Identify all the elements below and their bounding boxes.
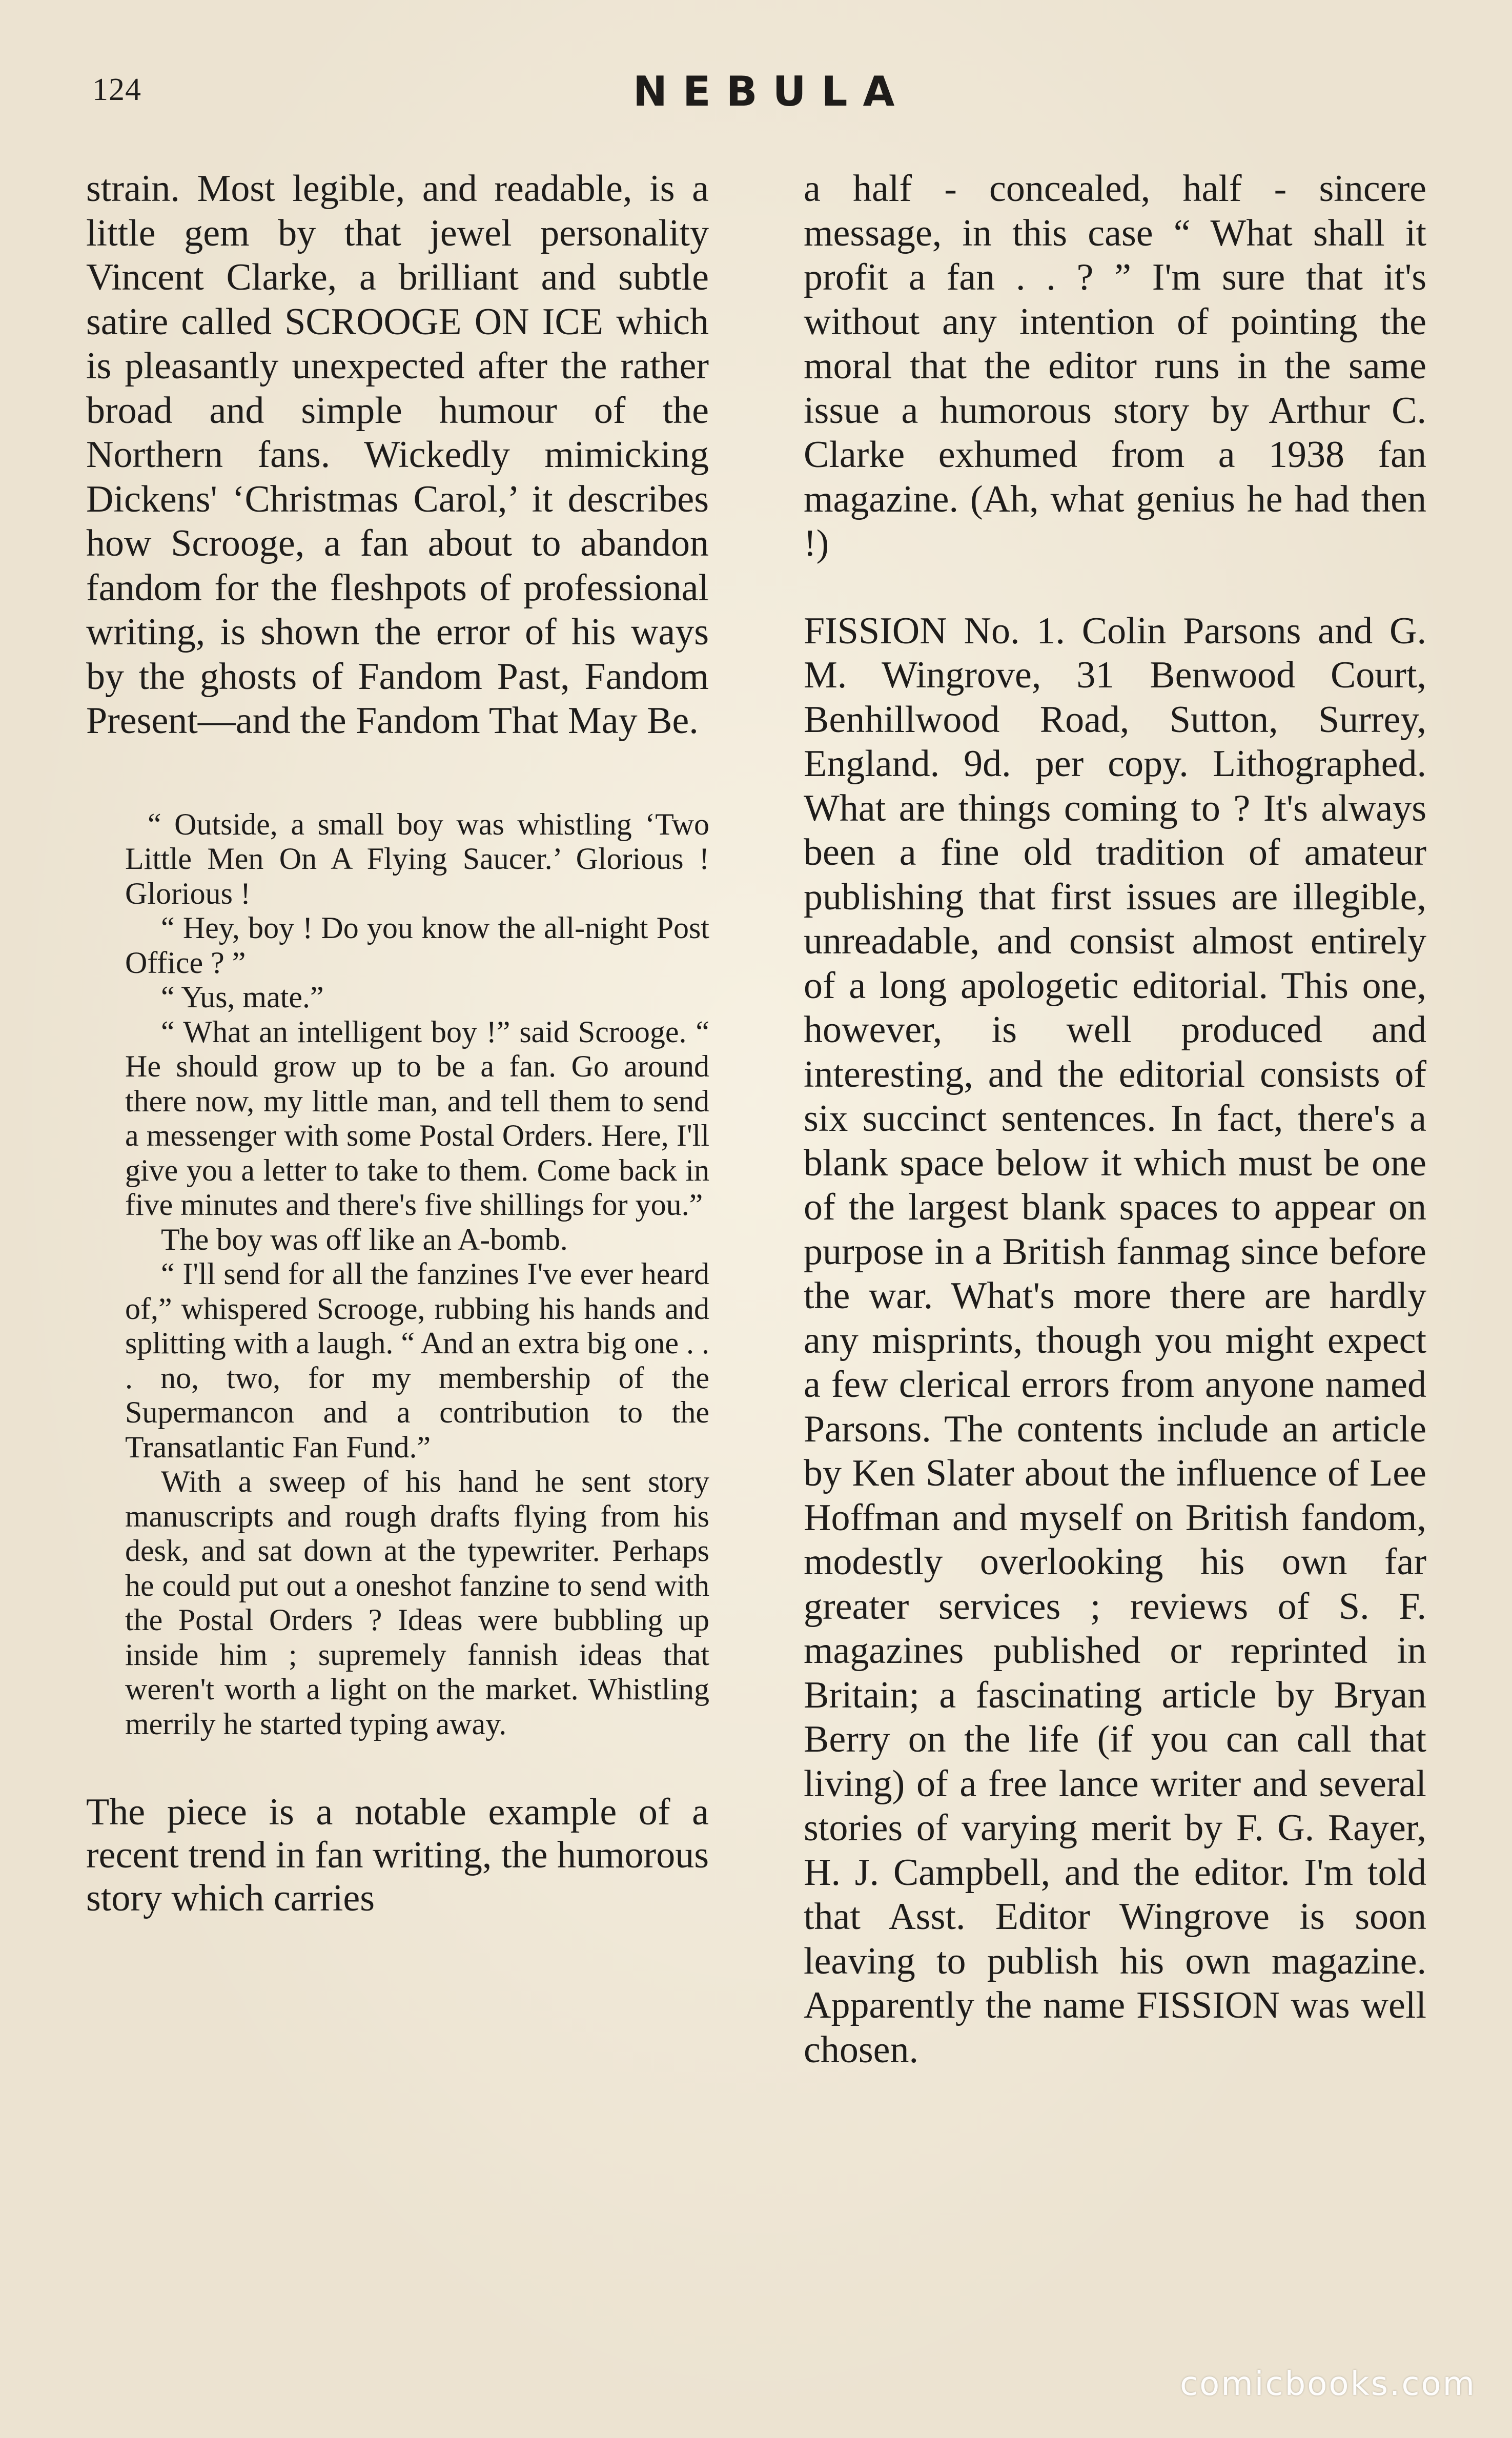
left-column bbox=[86, 167, 709, 1920]
running-head-title: NEBULA bbox=[633, 68, 910, 115]
left-closing-paragraph: The piece is a notable example of a recent trend in fan writing, the humorous story which carries bbox=[86, 1791, 709, 1919]
quote-paragraph: “ I'll send for all the fanzines I've ever heard of,” whispered Scrooge, rubbing his hands and splitting with a laugh. “ And an extra big one . . . no, two, for my membership of the Supermancon and a contribution to the Transatlantic Fan Fund.” bbox=[125, 1257, 709, 1464]
fission-review-paragraph: FISSION No. 1. Colin Parsons and G. M. Wingrove, 31 Benwood Court, Benhillwood Road, Sutton, Surrey, England. 9d. per copy. Lithographed. What are things coming to ? It's always been a fine old tradition of amateur publishing that first issues are illegible, unreadable, and consist almost entirely of a long apologetic editorial. This one, however, is well produced and interesting, and the editorial consists of six succinct sentences. In fact, there's a blank space below it which must be one of the largest blank spaces to appear on purpose in a British fanmag since before the war. What's more there are hardly any misprints, though you might expect a few clerical errors from anyone named Parsons. The contents include an article by Ken Slater about the influence of Lee Hoffman and myself on British fandom, modestly overlooking his own far greater services ; reviews of S. F. magazines published or reprinted in Britain; a fascinating article by Bryan Berry on the life (if you can call that living) of a free lance writer and several stories of varying merit by F. G. Rayer, H. J. Campbell, and the editor. I'm told that Asst. Editor Wingrove is soon leaving to publish his own magazine. Apparently the name FISSION was well chosen. bbox=[804, 610, 1426, 2071]
quote-paragraph: “ Hey, boy ! Do you know the all-night Post Office ? ” bbox=[125, 911, 709, 980]
quote-paragraph: “ What an intelligent boy !” said Scrooge. “ He should grow up to be a fan. Go around there now, my little man, and tell them to send a messenger with some Postal Orders. Here, I'll give you a letter to take to them. Come back in five minutes and there's five shillings for you.” bbox=[125, 1014, 709, 1222]
quote-paragraph: With a sweep of his hand he sent story manuscripts and rough drafts flying from his desk, and sat down at the typewriter. Perhaps he could put out a oneshot fanzine to send with the Postal Orders ? Ideas were bubbling up inside him ; supremely fannish ideas that weren't worth a light on the market. Whistling merrily he started typing away. bbox=[125, 1465, 709, 1741]
watermark-logo: comicbooks.com bbox=[1179, 2365, 1476, 2403]
quote-paragraph: “ Outside, a small boy was whistling ‘Two Little Men On A Flying Saucer.’ Glorious ! Glorious ! bbox=[125, 807, 709, 910]
quote-paragraph: “ Yus, mate.” bbox=[161, 980, 324, 1014]
left-intro-paragraph: strain. Most legible, and readable, is a little gem by that jewel personality Vincent Clarke, a brilliant and subtle satire called SCROOGE ON ICE which is pleasantly unexpected after the rather broad and simple humour of the Northern fans. Wickedly mimicking Dickens' ‘Christmas Carol,’ it describes how Scrooge, a fan about to abandon fandom for the fleshpots of professional writing, is shown the error of his ways by the ghosts of Fandom Past, Fandom Present—and the Fandom That May Be. bbox=[86, 168, 709, 742]
right-column bbox=[804, 167, 1426, 2072]
quote-paragraph: The boy was off like an A-bomb. bbox=[161, 1222, 568, 1256]
right-continuation-paragraph: a half - concealed, half - sincere message, in this case “ What shall it profit a fan . . ? ” I'm sure that it's without any intention of pointing the moral that the editor runs in the same issue a humorous story by Arthur C. Clarke exhumed from a 1938 fan magazine. (Ah, what genius he had then !) bbox=[804, 168, 1426, 564]
page-number: 124 bbox=[92, 72, 141, 107]
scrooge-on-ice-excerpt bbox=[125, 807, 709, 1742]
